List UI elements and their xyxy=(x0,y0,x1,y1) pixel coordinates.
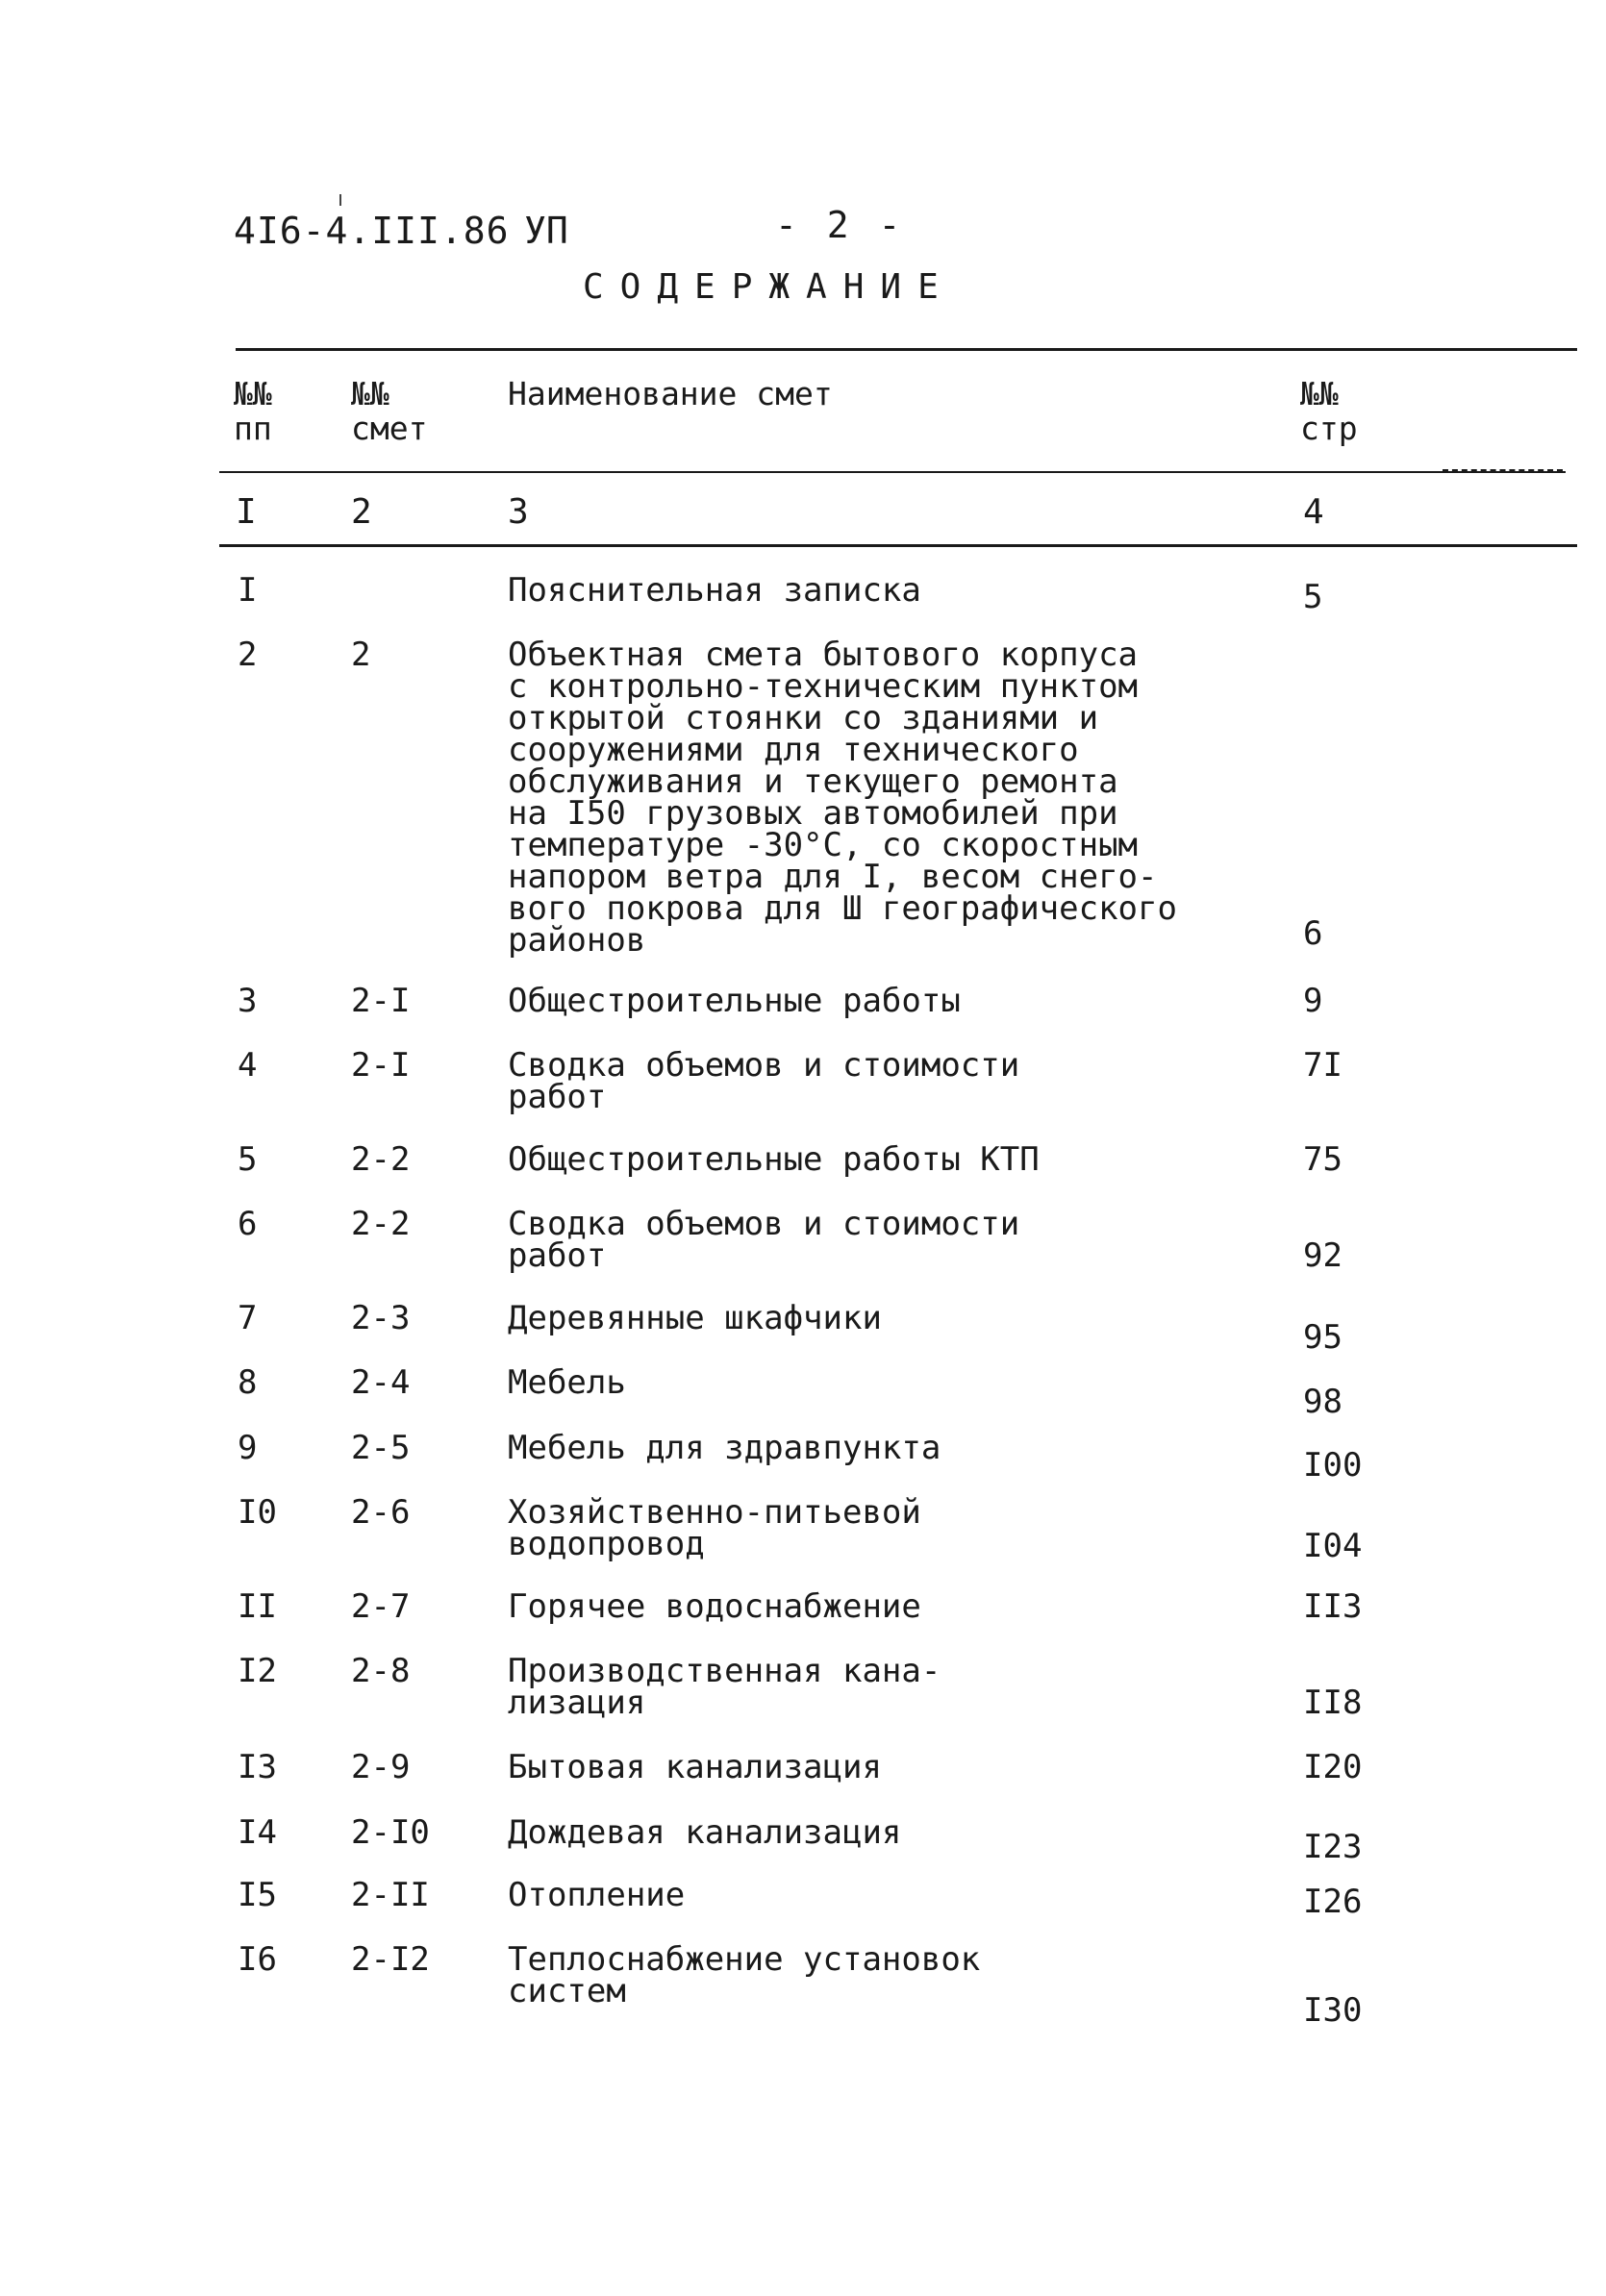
row-number: I xyxy=(238,571,258,610)
column-header-pp xyxy=(234,377,272,446)
row-number: 6 xyxy=(238,1205,258,1243)
row-page: 5 xyxy=(1303,578,1323,616)
document-code: 4I6-4.III.86 xyxy=(234,210,510,252)
row-number: I0 xyxy=(238,1493,277,1532)
row-name: Пояснительная записка xyxy=(508,571,921,610)
column-header-name-label: Наименование смет xyxy=(508,375,833,412)
row-number: 2 xyxy=(238,636,258,674)
row-name: Общестроительные работы xyxy=(508,982,961,1020)
row-smeta-number: 2-I0 xyxy=(351,1813,430,1852)
row-smeta-number: 2-II xyxy=(351,1876,430,1914)
row-smeta-number: 2-2 xyxy=(351,1140,411,1179)
row-smeta-number: 2-3 xyxy=(351,1299,411,1337)
row-smeta-number: 2-I2 xyxy=(351,1940,430,1979)
row-smeta-number: 2-7 xyxy=(351,1587,411,1626)
row-name: Сводка объемов и стоимости работ xyxy=(508,1205,1020,1275)
row-smeta-number: 2 xyxy=(351,636,371,674)
document-suffix: УП xyxy=(524,210,568,252)
column-header-name xyxy=(508,377,833,412)
page-number: - 2 - xyxy=(775,204,905,246)
row-number: 8 xyxy=(238,1363,258,1402)
row-name: Отопление xyxy=(508,1876,686,1914)
row-name: Бытовая канализация xyxy=(508,1748,882,1786)
row-smeta-number: 2-2 xyxy=(351,1205,411,1243)
row-name: Мебель xyxy=(508,1363,626,1402)
row-name: Мебель для здравпункта xyxy=(508,1429,941,1467)
column-header-page xyxy=(1300,377,1358,446)
row-name: Горячее водоснабжение xyxy=(508,1587,921,1626)
row-page: 6 xyxy=(1303,914,1323,953)
row-smeta-number: 2-6 xyxy=(351,1493,411,1532)
row-page: II8 xyxy=(1303,1684,1363,1722)
scan-mark xyxy=(339,194,341,206)
column-number-1: I xyxy=(236,492,257,532)
row-name: Теплоснабжение установок систем xyxy=(508,1940,981,2010)
row-name: Сводка объемов и стоимости работ xyxy=(508,1046,1020,1116)
row-page: I26 xyxy=(1303,1883,1363,1921)
row-page: I30 xyxy=(1303,1991,1363,2030)
header-bottom-rule-dashed xyxy=(1443,469,1563,471)
row-name: Производственная кана- лизация xyxy=(508,1652,941,1722)
row-page: 95 xyxy=(1303,1318,1343,1357)
row-page: 98 xyxy=(1303,1383,1343,1421)
row-smeta-number: 2-I xyxy=(351,1046,411,1085)
row-number: I3 xyxy=(238,1748,277,1786)
column-number-4: 4 xyxy=(1303,492,1324,532)
table-top-rule xyxy=(236,348,1577,351)
column-number-2: 2 xyxy=(351,492,372,532)
row-page: I00 xyxy=(1303,1446,1363,1485)
row-number: 9 xyxy=(238,1429,258,1467)
row-number: II xyxy=(238,1587,277,1626)
row-page: 75 xyxy=(1303,1140,1343,1179)
row-page: I04 xyxy=(1303,1527,1363,1565)
row-smeta-number: 2-9 xyxy=(351,1748,411,1786)
column-numbers-rule xyxy=(219,544,1577,547)
row-page: I23 xyxy=(1303,1828,1363,1866)
row-page: II3 xyxy=(1303,1587,1363,1626)
row-number: I4 xyxy=(238,1813,277,1852)
row-page: 92 xyxy=(1303,1236,1343,1275)
row-page: 7I xyxy=(1303,1046,1343,1085)
row-number: I5 xyxy=(238,1876,277,1914)
row-page: I20 xyxy=(1303,1748,1363,1786)
row-number: 5 xyxy=(238,1140,258,1179)
row-page: 9 xyxy=(1303,982,1323,1020)
row-number: 3 xyxy=(238,982,258,1020)
row-number: I6 xyxy=(238,1940,277,1979)
column-number-3: 3 xyxy=(508,492,529,532)
row-number: I2 xyxy=(238,1652,277,1690)
row-smeta-number: 2-5 xyxy=(351,1429,411,1467)
row-name: Дождевая канализация xyxy=(508,1813,902,1852)
row-name: Хозяйственно-питьевой водопровод xyxy=(508,1493,921,1563)
row-name: Деревянные шкафчики xyxy=(508,1299,882,1337)
column-header-smet xyxy=(351,377,427,446)
column-header-pp-label: №№ пп xyxy=(234,375,272,447)
row-smeta-number: 2-4 xyxy=(351,1363,411,1402)
row-name: Общестроительные работы КТП xyxy=(508,1140,1040,1179)
row-number: 7 xyxy=(238,1299,258,1337)
column-header-page-label: №№ стр xyxy=(1300,375,1358,447)
header-bottom-rule xyxy=(219,471,1566,473)
row-number: 4 xyxy=(238,1046,258,1085)
row-name: Объектная смета бытового корпуса с контрольно-техническим пунктом открытой стоянки со зданиями и сооружениями для технического обслуживания и текущего ремонта на I50 грузовых автомобилей при температуре -30°С, со скоростным напором ветра для I, весом снего- вого покрова для Ш географического районов xyxy=(508,636,1177,960)
row-smeta-number: 2-I xyxy=(351,982,411,1020)
page-title: СОДЕРЖАНИЕ xyxy=(583,267,955,307)
row-smeta-number: 2-8 xyxy=(351,1652,411,1690)
column-header-smet-label: №№ смет xyxy=(351,375,428,447)
